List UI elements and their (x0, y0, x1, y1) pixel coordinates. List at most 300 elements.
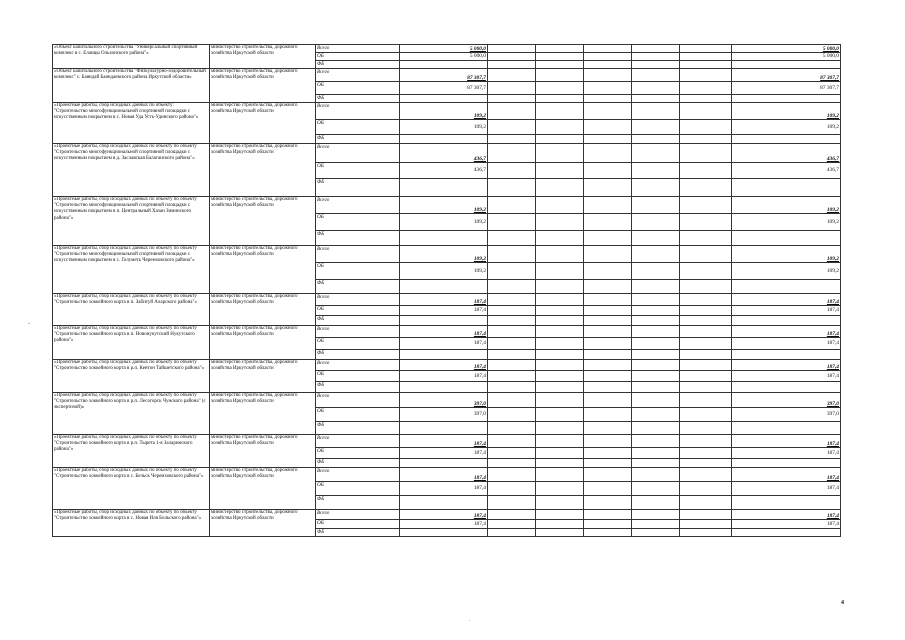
source-label-total: Всего (316, 197, 400, 214)
source-label-ob: ОБ (316, 338, 400, 350)
empty-cell (584, 360, 632, 371)
empty-cell (584, 61, 632, 69)
empty-cell (632, 520, 680, 529)
amount-total: 187,4 (400, 294, 488, 306)
empty-cell (680, 45, 732, 53)
source-label-fb: ФБ (316, 135, 400, 144)
amount-total: 87 307,7 (400, 69, 488, 82)
final-ob: 187,4 (732, 371, 841, 382)
source-label-total: Всего (316, 69, 400, 82)
empty-cell (488, 231, 536, 246)
amount-fb (400, 459, 488, 468)
final-ob: 5 000,0 (732, 53, 841, 61)
amount-ob: 187,4 (400, 338, 488, 350)
amount-ob: 397,0 (400, 408, 488, 422)
empty-cell (536, 144, 584, 163)
empty-cell (584, 408, 632, 422)
empty-cell (536, 350, 584, 360)
empty-cell (680, 316, 732, 326)
source-label-ob: ОБ (316, 520, 400, 529)
final-ob: 187,4 (732, 306, 841, 316)
empty-cell (584, 246, 632, 263)
amount-ob: 87 307,7 (400, 82, 488, 95)
empty-cell (632, 459, 680, 468)
empty-cell (632, 45, 680, 53)
empty-cell (680, 529, 732, 537)
empty-cell (584, 393, 632, 408)
empty-cell (680, 520, 732, 529)
empty-cell (632, 496, 680, 510)
empty-cell (680, 69, 732, 82)
final-ob: 187,4 (732, 338, 841, 350)
empty-cell (488, 422, 536, 435)
project-cell: «Проектные работы, сбор исходных данных по объекту по объекту "Строительство хоккейного корта в с. Бельск Черемховского района"» (53, 468, 210, 510)
bottom-mark: . (469, 617, 471, 623)
ministry-cell: министерство строительства, дорожного хозяйства Иркутской области (210, 294, 316, 326)
empty-cell (632, 95, 680, 103)
empty-cell (632, 61, 680, 69)
ministry-cell: министерство строительства, дорожного хозяйства Иркутской области (210, 144, 316, 197)
empty-cell (680, 326, 732, 338)
source-label-total: Всего (316, 246, 400, 263)
empty-cell (632, 69, 680, 82)
amount-total: 109,2 (400, 246, 488, 263)
final-total: 187,4 (732, 510, 841, 520)
source-label-total: Всего (316, 144, 400, 163)
amount-fb (400, 61, 488, 69)
final-total: 109,2 (732, 197, 841, 214)
empty-cell (488, 179, 536, 197)
empty-cell (488, 61, 536, 69)
empty-cell (584, 82, 632, 95)
amount-total: 397,0 (400, 393, 488, 408)
table-row-total (53, 69, 841, 82)
empty-cell (488, 69, 536, 82)
project-cell: «Объект капитального строительства "Физкультурно-оздоровительный комплекс" с. Баяндай Баяндаевского района Иркутской области» (53, 69, 210, 103)
final-fb (732, 496, 841, 510)
empty-cell (536, 163, 584, 179)
final-ob: 436,7 (732, 163, 841, 179)
empty-cell (584, 231, 632, 246)
empty-cell (680, 393, 732, 408)
final-total: 5 000,0 (732, 45, 841, 53)
source-label-fb: ФБ (316, 61, 400, 69)
source-label-fb: ФБ (316, 95, 400, 103)
empty-cell (536, 280, 584, 294)
amount-fb (400, 422, 488, 435)
source-label-fb: ФБ (316, 382, 400, 393)
empty-cell (536, 179, 584, 197)
empty-cell (536, 316, 584, 326)
empty-cell (488, 53, 536, 61)
empty-cell (488, 482, 536, 496)
final-fb (732, 61, 841, 69)
empty-cell (536, 197, 584, 214)
empty-cell (584, 371, 632, 382)
empty-cell (488, 135, 536, 144)
empty-cell (632, 294, 680, 306)
empty-cell (680, 382, 732, 393)
ministry-cell: министерство строительства, дорожного хозяйства Иркутской области (210, 246, 316, 294)
empty-cell (488, 197, 536, 214)
empty-cell (584, 510, 632, 520)
project-cell: «Проектные работы, сбор исходных данных по объекту по объекту "Строительство хоккейного корта в р.п. Кентон Тайшетского района"» (53, 360, 210, 393)
empty-cell (584, 350, 632, 360)
empty-cell (536, 45, 584, 53)
empty-cell (536, 231, 584, 246)
amount-fb (400, 95, 488, 103)
project-cell: «Проектные работы, сбор исходных данных по объекту по объекту "Строительство многофункциональной спортивной площадки с искусственным покрытием в с. Голуметь Черемховского района"» (53, 246, 210, 294)
ministry-cell: министерство строительства, дорожного хозяйства Иркутской области (210, 103, 316, 144)
empty-cell (584, 197, 632, 214)
budget-table (52, 44, 841, 537)
final-fb (732, 179, 841, 197)
project-cell: «Проектные работы, сбор исходных данных по объекту: "Строительство многофункциональной спортивной площадки с искусственным покрытием в с. Новая Уда Усть-Удинского района"» (53, 103, 210, 144)
amount-fb (400, 350, 488, 360)
empty-cell (584, 179, 632, 197)
empty-cell (680, 482, 732, 496)
amount-fb (400, 231, 488, 246)
project-cell: «Проектные работы, сбор исходных данных по объекту по объекту "Строительство многофункциональной спортивной площадки с искусственным покрытием в д. Заславская Балаганского района"» (53, 144, 210, 197)
ministry-cell: министерство строительства, дорожного хозяйства Иркутской области (210, 360, 316, 393)
empty-cell (584, 306, 632, 316)
source-label-ob: ОБ (316, 214, 400, 231)
ministry-cell: министерство строительства, дорожного хозяйства Иркутской области (210, 45, 316, 69)
empty-cell (536, 393, 584, 408)
empty-cell (680, 263, 732, 280)
empty-cell (680, 231, 732, 246)
empty-cell (632, 231, 680, 246)
empty-cell (584, 459, 632, 468)
source-label-fb: ФБ (316, 529, 400, 537)
ministry-cell: министерство строительства, дорожного хозяйства Иркутской области (210, 326, 316, 360)
empty-cell (536, 510, 584, 520)
empty-cell (584, 482, 632, 496)
amount-fb (400, 280, 488, 294)
empty-cell (632, 468, 680, 482)
table-row-total (53, 197, 841, 214)
empty-cell (584, 316, 632, 326)
source-label-ob: ОБ (316, 482, 400, 496)
amount-fb (400, 382, 488, 393)
table-row-total (53, 393, 841, 408)
empty-cell (680, 163, 732, 179)
empty-cell (632, 510, 680, 520)
final-fb (732, 95, 841, 103)
empty-cell (488, 338, 536, 350)
empty-cell (488, 95, 536, 103)
source-label-total: Всего (316, 294, 400, 306)
final-fb (732, 382, 841, 393)
empty-cell (632, 197, 680, 214)
empty-cell (584, 435, 632, 448)
empty-cell (584, 280, 632, 294)
empty-cell (584, 95, 632, 103)
empty-cell (680, 135, 732, 144)
empty-cell (632, 382, 680, 393)
empty-cell (584, 529, 632, 537)
margin-mark: - (28, 321, 30, 327)
empty-cell (680, 338, 732, 350)
empty-cell (584, 326, 632, 338)
empty-cell (632, 120, 680, 135)
empty-cell (536, 135, 584, 144)
empty-cell (584, 135, 632, 144)
source-label-fb: ФБ (316, 231, 400, 246)
project-cell: «Проектные работы, сбор исходных данных по объекту по объекту "Строительство многофункциональной спортивной площадки с искусственным покрытием в п. Центральный Хазан Зиминского района"» (53, 197, 210, 246)
amount-ob: 187,4 (400, 371, 488, 382)
empty-cell (536, 371, 584, 382)
final-ob: 109,2 (732, 263, 841, 280)
empty-cell (584, 422, 632, 435)
ministry-cell: министерство строительства, дорожного хозяйства Иркутской области (210, 510, 316, 537)
final-total: 187,4 (732, 326, 841, 338)
final-fb (732, 135, 841, 144)
source-label-fb: ФБ (316, 316, 400, 326)
empty-cell (584, 338, 632, 350)
empty-cell (536, 103, 584, 120)
amount-ob: 187,4 (400, 482, 488, 496)
final-fb (732, 422, 841, 435)
page-number: 4 (841, 600, 844, 606)
final-ob: 109,2 (732, 120, 841, 135)
empty-cell (680, 214, 732, 231)
final-fb (732, 231, 841, 246)
source-label-fb: ФБ (316, 496, 400, 510)
final-ob: 87 307,7 (732, 82, 841, 95)
final-ob: 187,4 (732, 448, 841, 459)
empty-cell (680, 61, 732, 69)
table-row-total (53, 510, 841, 520)
empty-cell (632, 350, 680, 360)
empty-cell (536, 520, 584, 529)
empty-cell (536, 360, 584, 371)
empty-cell (632, 179, 680, 197)
empty-cell (584, 53, 632, 61)
table-row-total (53, 246, 841, 263)
empty-cell (536, 263, 584, 280)
empty-cell (536, 120, 584, 135)
empty-cell (680, 371, 732, 382)
source-label-ob: ОБ (316, 163, 400, 179)
empty-cell (680, 144, 732, 163)
source-label-ob: ОБ (316, 371, 400, 382)
final-total: 397,0 (732, 393, 841, 408)
amount-ob: 187,4 (400, 448, 488, 459)
amount-total: 187,4 (400, 468, 488, 482)
empty-cell (632, 103, 680, 120)
empty-cell (488, 496, 536, 510)
empty-cell (632, 360, 680, 371)
final-total: 87 307,7 (732, 69, 841, 82)
empty-cell (488, 510, 536, 520)
ministry-cell: министерство строительства, дорожного хозяйства Иркутской области (210, 468, 316, 510)
amount-total: 187,4 (400, 510, 488, 520)
project-cell: «Проектные работы, сбор исходных данных по объекту по объекту "Строительство хоккейного корта в с. Новая Иля Больского района"» (53, 510, 210, 537)
empty-cell (632, 82, 680, 95)
final-ob: 109,2 (732, 214, 841, 231)
source-label-total: Всего (316, 45, 400, 53)
amount-fb (400, 496, 488, 510)
empty-cell (488, 448, 536, 459)
empty-cell (632, 422, 680, 435)
empty-cell (536, 53, 584, 61)
empty-cell (488, 45, 536, 53)
empty-cell (632, 371, 680, 382)
amount-total: 436,7 (400, 144, 488, 163)
empty-cell (536, 496, 584, 510)
empty-cell (536, 82, 584, 95)
source-label-fb: ФБ (316, 280, 400, 294)
ministry-cell: министерство строительства, дорожного хозяйства Иркутской области (210, 393, 316, 435)
empty-cell (632, 326, 680, 338)
empty-cell (632, 246, 680, 263)
amount-fb (400, 135, 488, 144)
project-cell: «Объект капитального строительства "Универсальный спортивный комплекс в с. Еланцы Ольхонского района"» (53, 45, 210, 69)
final-total: 109,2 (732, 103, 841, 120)
project-cell: «Проектные работы, сбор исходных данных по объекту по объекту "Строительство хоккейного корта в р.п. Лесогорск Чунского района" (с экспертизой)» (53, 393, 210, 435)
final-ob: 187,4 (732, 520, 841, 529)
empty-cell (632, 144, 680, 163)
empty-cell (680, 448, 732, 459)
amount-fb (400, 529, 488, 537)
amount-total: 5 000,0 (400, 45, 488, 53)
ministry-cell: министерство строительства, дорожного хозяйства Иркутской области (210, 435, 316, 468)
empty-cell (632, 53, 680, 61)
final-ob: 187,4 (732, 482, 841, 496)
source-label-fb: ФБ (316, 179, 400, 197)
empty-cell (584, 144, 632, 163)
empty-cell (680, 197, 732, 214)
empty-cell (488, 103, 536, 120)
empty-cell (584, 45, 632, 53)
amount-total: 187,4 (400, 435, 488, 448)
final-fb (732, 459, 841, 468)
table-row-total (53, 144, 841, 163)
source-label-ob: ОБ (316, 408, 400, 422)
final-fb (732, 316, 841, 326)
empty-cell (536, 468, 584, 482)
empty-cell (488, 360, 536, 371)
amount-total: 109,2 (400, 197, 488, 214)
empty-cell (584, 496, 632, 510)
amount-ob: 109,2 (400, 120, 488, 135)
empty-cell (536, 482, 584, 496)
amount-fb (400, 179, 488, 197)
empty-cell (632, 408, 680, 422)
empty-cell (632, 135, 680, 144)
empty-cell (680, 422, 732, 435)
empty-cell (488, 459, 536, 468)
empty-cell (536, 246, 584, 263)
empty-cell (488, 529, 536, 537)
source-label-fb: ФБ (316, 422, 400, 435)
empty-cell (680, 360, 732, 371)
amount-ob: 187,4 (400, 520, 488, 529)
empty-cell (632, 338, 680, 350)
empty-cell (488, 435, 536, 448)
empty-cell (632, 263, 680, 280)
empty-cell (488, 371, 536, 382)
empty-cell (536, 435, 584, 448)
final-total: 436,7 (732, 144, 841, 163)
empty-cell (488, 326, 536, 338)
source-label-ob: ОБ (316, 448, 400, 459)
project-cell: «Проектные работы, сбор исходных данных по объекту по объекту "Строительство хоккейного корта в п. Забитуй Аларского района"» (53, 294, 210, 326)
empty-cell (632, 482, 680, 496)
empty-cell (488, 350, 536, 360)
empty-cell (488, 82, 536, 95)
empty-cell (488, 263, 536, 280)
empty-cell (536, 382, 584, 393)
empty-cell (680, 179, 732, 197)
final-fb (732, 280, 841, 294)
empty-cell (680, 435, 732, 448)
empty-cell (680, 459, 732, 468)
empty-cell (632, 316, 680, 326)
empty-cell (680, 496, 732, 510)
source-label-ob: ОБ (316, 306, 400, 316)
source-label-ob: ОБ (316, 263, 400, 280)
empty-cell (584, 214, 632, 231)
empty-cell (536, 95, 584, 103)
final-total: 109,2 (732, 246, 841, 263)
final-total: 187,4 (732, 360, 841, 371)
empty-cell (584, 468, 632, 482)
empty-cell (632, 448, 680, 459)
empty-cell (488, 408, 536, 422)
table-row-total (53, 360, 841, 371)
table-row-total (53, 103, 841, 120)
empty-cell (680, 82, 732, 95)
final-fb (732, 350, 841, 360)
empty-cell (584, 294, 632, 306)
source-label-total: Всего (316, 393, 400, 408)
amount-total: 187,4 (400, 326, 488, 338)
empty-cell (536, 459, 584, 468)
final-total: 187,4 (732, 435, 841, 448)
source-label-ob: ОБ (316, 120, 400, 135)
empty-cell (680, 246, 732, 263)
empty-cell (584, 448, 632, 459)
empty-cell (680, 53, 732, 61)
empty-cell (632, 435, 680, 448)
amount-total: 109,2 (400, 103, 488, 120)
source-label-total: Всего (316, 103, 400, 120)
source-label-ob: ОБ (316, 82, 400, 95)
empty-cell (536, 214, 584, 231)
amount-ob: 187,4 (400, 306, 488, 316)
empty-cell (536, 326, 584, 338)
empty-cell (536, 529, 584, 537)
empty-cell (584, 69, 632, 82)
empty-cell (536, 422, 584, 435)
empty-cell (488, 120, 536, 135)
empty-cell (680, 280, 732, 294)
source-label-total: Всего (316, 435, 400, 448)
empty-cell (488, 144, 536, 163)
empty-cell (488, 246, 536, 263)
source-label-total: Всего (316, 360, 400, 371)
final-total: 187,4 (732, 468, 841, 482)
empty-cell (584, 120, 632, 135)
amount-ob: 5 000,0 (400, 53, 488, 61)
empty-cell (488, 393, 536, 408)
empty-cell (632, 214, 680, 231)
empty-cell (536, 61, 584, 69)
empty-cell (488, 316, 536, 326)
empty-cell (584, 263, 632, 280)
